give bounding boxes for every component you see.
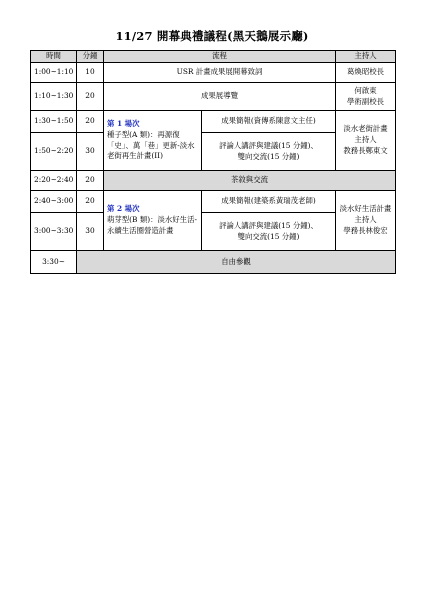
table-header-row (31, 51, 396, 63)
time-cell: 1:30~1:50 (31, 111, 77, 133)
host-title: 學術副校長 (347, 96, 384, 106)
flow-cell: 成果展導覽 (104, 83, 336, 111)
minutes-cell: 20 (77, 171, 104, 191)
break-cell: 茶敘與交流 (104, 171, 396, 191)
table-row (31, 191, 396, 213)
time-cell: 2:40~3:00 (31, 191, 77, 213)
header-time: 時間 (31, 51, 77, 63)
time-cell: 3:00~3:30 (31, 213, 77, 251)
minutes-cell: 30 (77, 213, 104, 251)
minutes-cell: 20 (77, 191, 104, 213)
flow-item-cell (202, 213, 336, 251)
flow-item-line: 評論人講評與建議(15 分鐘)、 (219, 220, 318, 230)
flow-item-line: 評論人講評與建議(15 分鐘)、 (219, 140, 318, 150)
project-name: 種子型(A 類)：再源復「史」、萬「巷」更新-淡水老街再生計畫(II) (107, 129, 195, 161)
free-visit-cell: 自由參觀 (77, 251, 396, 274)
host-project: 淡水老街計畫 (343, 124, 388, 134)
minutes-cell: 20 (77, 111, 104, 133)
host-cell (336, 191, 396, 251)
host-name: 學務長林俊宏 (343, 225, 388, 235)
session-project-cell (104, 111, 202, 171)
host-role: 主持人 (354, 215, 377, 225)
host-name: 教務長鄭東文 (343, 145, 388, 155)
project-name: 萌芽型(B 類)：淡水好生活-永續生活圈營造計畫 (107, 215, 197, 235)
time-cell: 3:30~ (31, 251, 77, 274)
host-cell (336, 83, 396, 111)
page-title: 11/27 開幕典禮議程(黑天鵝展示廳) (115, 29, 309, 43)
session-project-cell (104, 191, 202, 251)
time-cell: 1:50~2:20 (31, 133, 77, 171)
header-flow: 流程 (104, 51, 336, 63)
header-host: 主持人 (336, 51, 396, 63)
flow-item-cell: 成果簡報(資傳系陳意文主任) (202, 111, 336, 133)
flow-cell: USR 計畫成果展開幕致詞 (104, 63, 336, 83)
host-project: 淡水好生活計畫 (339, 204, 392, 214)
table-row (31, 83, 396, 111)
table-row (31, 63, 396, 83)
minutes-cell: 10 (77, 63, 104, 83)
flow-item-cell (202, 133, 336, 171)
minutes-cell: 20 (77, 83, 104, 111)
flow-item-line: 雙向交流(15 分鐘) (237, 231, 300, 241)
time-cell: 1:10~1:30 (31, 83, 77, 111)
host-name: 何啟東 (354, 85, 377, 95)
table-row (31, 171, 396, 191)
host-cell (336, 111, 396, 171)
time-cell: 1:00~1:10 (31, 63, 77, 83)
time-cell: 2:20~2:40 (31, 171, 77, 191)
table-row (31, 251, 396, 274)
session-label: 第 1 場次 (107, 119, 140, 129)
flow-item-line: 雙向交流(15 分鐘) (237, 151, 300, 161)
session-label: 第 2 場次 (107, 204, 140, 214)
agenda-table (30, 50, 396, 274)
host-role: 主持人 (354, 135, 377, 145)
flow-item-cell: 成果簡報(建築系黃瑞茂老師) (202, 191, 336, 213)
host-cell: 葛煥昭校長 (336, 63, 396, 83)
table-row (31, 111, 396, 133)
minutes-cell: 30 (77, 133, 104, 171)
header-minutes: 分鐘 (77, 51, 104, 63)
